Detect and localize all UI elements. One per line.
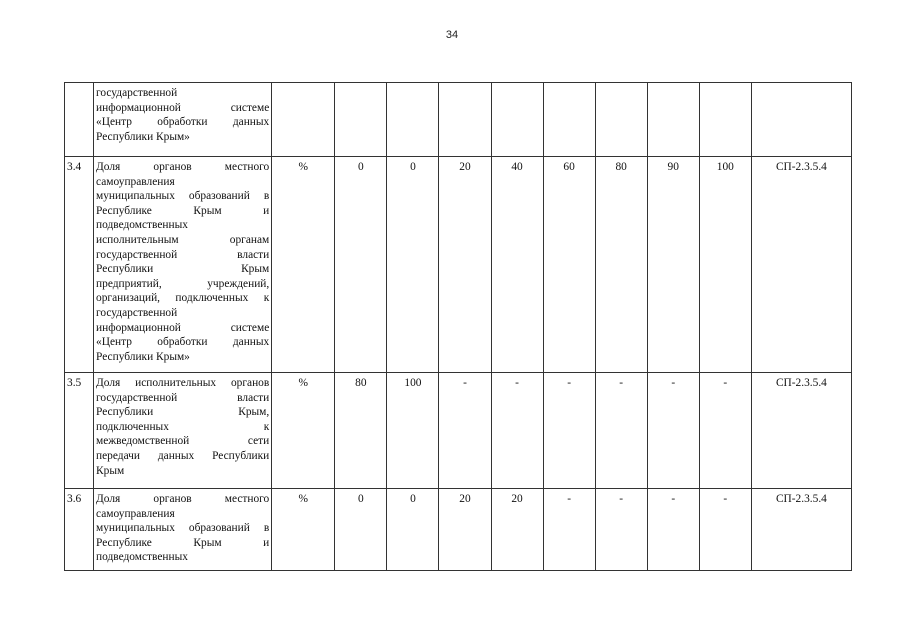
indicator-unit [272,83,335,157]
indicator-name-line: государственной [96,87,178,99]
indicator-value [699,83,751,157]
indicator-number: 3.4 [65,157,94,373]
indicator-name-line: информационной системе [96,101,270,114]
table-row [65,157,852,373]
indicator-value: 0 [387,489,439,571]
indicator-name-line: самоуправления [96,175,175,188]
indicator-name [94,373,272,489]
indicator-value: 40 [491,157,543,373]
indicator-value: - [699,489,751,571]
table-row [65,83,852,157]
indicator-value: - [699,373,751,489]
indicator-name-line: предприятий, учреждений, [96,277,270,290]
indicator-name-line: подведомственных [96,551,188,564]
indicator-value: 0 [387,157,439,373]
indicator-name-line: исполнительным органам [96,233,270,246]
indicator-name-line: Республики Крым [96,263,270,276]
indicator-name-line: информационной системе [96,321,270,334]
table-row [65,373,852,489]
indicator-value: - [543,489,595,571]
indicator-value: - [543,373,595,489]
table-row [65,489,852,571]
indicator-name-line: «Центр обработки данных [96,336,270,349]
indicator-name-line: государственной власти [96,248,270,261]
indicator-name-line: Республики Крым, [96,406,270,419]
indicator-number [65,83,94,157]
indicator-value: 90 [647,157,699,373]
indicator-source [751,83,851,157]
indicator-value: - [595,373,647,489]
indicator-name [94,489,272,571]
indicator-value [543,83,595,157]
indicator-value: - [595,489,647,571]
indicator-name [94,157,272,373]
indicator-value [439,83,491,157]
indicator-name-line: Доля органов местного [96,161,270,173]
indicator-name-line: Республике Крым и [96,536,270,549]
indicator-name-line: муниципальных образований в [96,190,270,203]
indicator-value: - [647,373,699,489]
indicator-value [335,83,387,157]
indicator-value: 20 [491,489,543,571]
page-number: 34 [445,29,459,41]
indicator-source: СП-2.3.5.4 [751,157,851,373]
indicator-number: 3.5 [65,373,94,489]
indicator-value: - [647,489,699,571]
indicator-name-line: Доля органов местного [96,493,270,505]
indicator-name-line: подключенных к [96,420,270,433]
indicator-value: 80 [595,157,647,373]
indicator-unit: % [272,489,335,571]
indicator-value [491,83,543,157]
indicators-table-body [65,83,852,571]
indicator-unit: % [272,373,335,489]
indicator-value: 60 [543,157,595,373]
indicator-name-line: Республики Крым» [96,130,190,143]
indicator-value: 20 [439,489,491,571]
indicator-value: 100 [699,157,751,373]
indicator-name-line: государственной [96,306,178,319]
indicator-name-line: межведомственной сети [96,435,270,448]
indicator-number: 3.6 [65,489,94,571]
indicator-value: - [439,373,491,489]
indicator-name-line: Доля исполнительных органов [96,377,270,389]
indicator-name-line: Республике Крым и [96,204,270,217]
indicator-name-line: самоуправления [96,507,175,520]
indicator-name [94,83,272,157]
indicator-value [387,83,439,157]
indicator-name-line: Крым [96,464,125,477]
indicator-name-line: организаций, подключенных к [96,292,270,305]
indicator-source: СП-2.3.5.4 [751,373,851,489]
indicator-name-line: муниципальных образований в [96,522,270,535]
indicator-name-line: Республики Крым» [96,350,190,363]
indicator-value: 80 [335,373,387,489]
indicator-source: СП-2.3.5.4 [751,489,851,571]
indicator-value: 0 [335,489,387,571]
indicator-unit: % [272,157,335,373]
indicator-value [647,83,699,157]
indicator-name-line: государственной власти [96,391,270,404]
indicator-value: - [491,373,543,489]
indicator-value: 0 [335,157,387,373]
indicator-name-line: передачи данных Республики [96,449,270,462]
indicators-table [64,82,852,571]
indicator-value: 100 [387,373,439,489]
indicator-value [595,83,647,157]
indicator-name-line: подведомственных [96,219,188,232]
indicator-value: 20 [439,157,491,373]
indicator-name-line: «Центр обработки данных [96,116,270,129]
